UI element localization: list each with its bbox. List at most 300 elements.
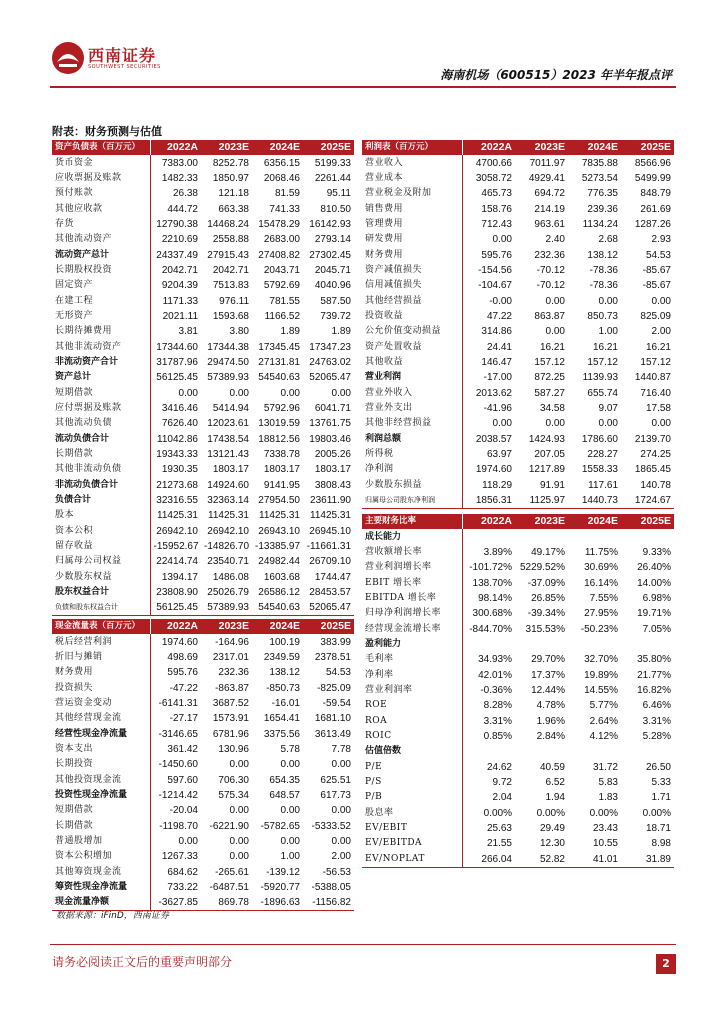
cell-value: 1139.93 [582, 372, 618, 384]
cell-value: 1786.60 [581, 433, 618, 445]
cell-value: 684.62 [167, 866, 198, 878]
cell-value: 12023.61 [207, 418, 249, 430]
row-label: ROE [362, 698, 462, 713]
row-label: 营运资金变动 [52, 696, 150, 711]
cell-value: 26.85% [531, 592, 565, 604]
cell-value: 4929.41 [528, 172, 565, 184]
table-row [52, 508, 354, 523]
cell-value: 9.07 [598, 403, 618, 415]
cell-value: 1803.17 [263, 464, 300, 476]
cell-value: 587.27 [534, 387, 565, 399]
cell-value: 383.99 [320, 636, 351, 648]
cell-value: -78.36 [589, 264, 618, 276]
table-row [52, 309, 354, 324]
cell-value: 14.00% [637, 577, 671, 589]
cell-value: 1974.60 [161, 636, 198, 648]
cell-value: 6.98% [642, 592, 671, 604]
table-row [362, 606, 674, 621]
table-row [52, 849, 354, 864]
row-label: 资本支出 [52, 742, 150, 757]
column-header: 2023E [201, 140, 252, 155]
cell-value: 23540.71 [207, 556, 249, 568]
cell-value: 13761.75 [309, 418, 351, 430]
table-row [362, 545, 674, 560]
cell-value: 49.17% [531, 546, 565, 558]
report-title: 海南机场（600515）2023 年半年报点评 [440, 68, 672, 82]
cell-value: 2021.11 [162, 310, 198, 322]
row-label: 现金流量净额 [52, 895, 150, 911]
cell-value: -47.22 [169, 682, 198, 694]
cell-value: 2068.46 [263, 172, 300, 184]
cell-value [462, 744, 515, 759]
table-row [52, 355, 354, 370]
cell-value: 261.69 [640, 203, 671, 215]
column-header: 2022A [150, 619, 201, 634]
cell-value: 16142.93 [309, 218, 351, 230]
row-label: EV/EBIT [362, 821, 462, 836]
table-row [52, 711, 354, 726]
row-label: 资产减值损失 [362, 263, 462, 278]
cell-value: -850.73 [266, 682, 300, 694]
cell-value: -164.96 [215, 636, 249, 648]
cell-value: 17345.45 [258, 341, 300, 353]
table-row [52, 585, 354, 600]
row-label: 信用减值损失 [362, 278, 462, 293]
table-row [52, 155, 354, 170]
table-row [362, 171, 674, 186]
table-header-row [362, 140, 674, 155]
cell-value: 21.55 [486, 838, 512, 850]
cell-value: 2139.70 [634, 433, 671, 445]
cell-value: 8.98 [651, 838, 671, 850]
cell-value [568, 744, 621, 759]
table-row [52, 554, 354, 569]
cell-value: 232.36 [534, 249, 565, 261]
cell-value: 95.11 [326, 188, 351, 200]
row-label: 投资收益 [362, 309, 462, 324]
table-row [52, 757, 354, 772]
row-label: 管理费用 [362, 217, 462, 232]
cell-value: 1440.87 [634, 372, 671, 384]
cell-value: 26586.12 [258, 587, 300, 599]
cell-value: 2043.71 [263, 264, 300, 276]
cell-value: 781.55 [269, 295, 300, 307]
cell-value: 300.68% [472, 608, 512, 620]
cell-value: -0.00 [489, 295, 512, 307]
cell-value: 232.36 [218, 667, 249, 679]
table-row [362, 760, 674, 775]
cell-value: 11.75% [584, 546, 618, 558]
table-row [52, 865, 354, 880]
balance-sheet-table [52, 140, 354, 616]
company-logo [50, 40, 210, 78]
cell-value: 17.37% [531, 669, 565, 681]
cell-value: 27954.50 [258, 495, 300, 507]
cell-value: 25.63 [486, 823, 512, 835]
disclaimer-text: 请务必阅读正文后的重要声明部分 [52, 955, 233, 969]
table-row [362, 821, 674, 836]
table-row [362, 247, 674, 262]
cell-value: 1.71 [651, 792, 671, 804]
cell-value: 0.00 [492, 234, 512, 246]
table-row [52, 263, 354, 278]
cell-value: 1850.97 [212, 172, 249, 184]
cell-value: -101.72% [469, 562, 512, 574]
cell-value: 1681.10 [314, 713, 351, 725]
cell-value: 8.28% [483, 700, 512, 712]
cell-value: 6356.15 [263, 157, 300, 169]
cell-value: 810.50 [320, 203, 351, 215]
cell-value: 6781.96 [212, 728, 249, 740]
cell-value: 5414.94 [212, 403, 249, 415]
table-row [362, 401, 674, 416]
cell-value: 11425.31 [208, 510, 249, 522]
cell-value: 29.49 [539, 823, 565, 835]
cell-value: 2.00 [651, 326, 671, 338]
table-row [52, 650, 354, 665]
cell-value: 716.40 [640, 387, 671, 399]
cell-value: -1156.82 [303, 895, 354, 911]
table-row [362, 713, 674, 728]
cell-value: 694.72 [534, 188, 565, 200]
cell-value: 27408.82 [258, 249, 300, 261]
row-label: 股东权益合计 [52, 585, 150, 600]
table-title: 主要财务比率 [362, 514, 462, 529]
table-row [362, 729, 674, 744]
cell-value [621, 744, 674, 759]
row-label: 其他流动资产 [52, 232, 150, 247]
row-label: 少数股东损益 [362, 478, 462, 493]
cell-value: 57389.93 [201, 600, 252, 616]
table-header-row [362, 514, 674, 529]
cell-value: 1125.97 [515, 493, 568, 509]
cell-value: 5792.69 [263, 280, 300, 292]
cell-value: 3416.46 [161, 403, 198, 415]
cell-value: 8566.96 [634, 157, 671, 169]
row-label: 在建工程 [52, 293, 150, 308]
row-label: 其他流动负债 [52, 416, 150, 431]
cell-value: 0.00 [280, 835, 300, 847]
row-label: 净利润 [362, 462, 462, 477]
cell-value: 0.00 [229, 387, 249, 399]
table-row [362, 698, 674, 713]
cell-value: 498.69 [167, 651, 198, 663]
cell-value: 15478.29 [258, 218, 300, 230]
cell-value: 27131.81 [258, 356, 300, 368]
row-label: 少数股东权益 [52, 570, 150, 585]
table-row [52, 818, 354, 833]
cell-value: 14924.60 [207, 479, 249, 491]
row-label: 财务费用 [52, 665, 150, 680]
cell-value: 2045.71 [314, 264, 351, 276]
cell-value: -104.67 [478, 280, 512, 292]
cell-value: 12790.38 [156, 218, 198, 230]
table-row [362, 447, 674, 462]
cell-value: -85.67 [642, 280, 671, 292]
cell-value: 1603.68 [263, 571, 300, 583]
cell-value: 3.81 [178, 326, 198, 338]
cell-value: 1744.47 [314, 571, 351, 583]
cell-value: 825.09 [640, 310, 671, 322]
cell-value: 34.58 [539, 403, 565, 415]
cell-value: 2038.57 [475, 433, 512, 445]
cell-value: 23.43 [592, 823, 618, 835]
cell-value: -1214.42 [158, 789, 198, 801]
cell-value: 32316.55 [156, 495, 198, 507]
data-source-note: 数据来源：iFinD，西南证券 [56, 911, 169, 921]
row-label: 长期投资 [52, 757, 150, 772]
cell-value: 7.05% [642, 623, 671, 635]
cell-value: 1217.89 [528, 464, 565, 476]
cell-value: 0.00 [178, 835, 198, 847]
row-label: 投资性现金净流量 [52, 788, 150, 803]
table-row [52, 339, 354, 354]
cell-value: -5333.52 [311, 820, 351, 832]
cell-value: 2378.51 [314, 651, 351, 663]
table-row [362, 575, 674, 590]
cell-value: 0.00 [545, 418, 565, 430]
cell-value: 12.30 [539, 838, 565, 850]
cell-value: 16.21 [592, 341, 618, 353]
cell-value: 18.71 [645, 823, 671, 835]
cell-value: -139.12 [266, 866, 300, 878]
cell-value: 361.42 [167, 743, 198, 755]
cell-value: 655.74 [587, 387, 618, 399]
row-label: 营业利润率 [362, 683, 462, 698]
cell-value: 13121.43 [207, 449, 249, 461]
table-row [362, 462, 674, 477]
cell-value: 26945.10 [309, 525, 351, 537]
row-label: 利润总额 [362, 432, 462, 447]
table-row [362, 667, 674, 682]
cell-value: 1.89 [331, 326, 351, 338]
cell-value: 4700.66 [475, 157, 512, 169]
cell-value: 57389.93 [207, 372, 249, 384]
footer-divider [50, 944, 676, 945]
cell-value: 5.28% [642, 730, 671, 742]
cell-value: 16.21 [645, 341, 671, 353]
table-row [52, 217, 354, 232]
column-header: 2023E [515, 140, 568, 155]
row-label: 估值倍数 [362, 744, 462, 759]
row-label: 财务费用 [362, 247, 462, 262]
table-row [52, 696, 354, 711]
cell-value: 17.58 [645, 403, 671, 415]
row-label: 经营现金流增长率 [362, 621, 462, 636]
cell-value: 26.40% [637, 562, 671, 574]
table-row [362, 217, 674, 232]
row-label: P/S [362, 775, 462, 790]
cell-value: 1.96% [536, 715, 565, 727]
table-row [52, 232, 354, 247]
table-row [52, 370, 354, 385]
row-label: 其他经营损益 [362, 293, 462, 308]
cell-value: -844.70% [469, 623, 512, 635]
cell-value: 54.53 [325, 667, 351, 679]
cell-value: -5388.05 [311, 882, 351, 894]
cell-value: 663.38 [218, 203, 249, 215]
row-label: 筹资性现金净流量 [52, 880, 150, 895]
cell-value: 595.76 [481, 249, 512, 261]
cell-value: 4.78% [536, 700, 565, 712]
cell-value: 444.72 [167, 203, 198, 215]
cell-value: 0.00 [229, 835, 249, 847]
table-row [362, 591, 674, 606]
cell-value: -11661.31 [306, 541, 351, 553]
cell-value: 5229.52% [519, 562, 565, 574]
cell-value: 976.11 [219, 295, 249, 307]
cell-value: 40.59 [539, 761, 565, 773]
cell-value: -50.23% [580, 623, 618, 635]
table-row [52, 880, 354, 895]
cell-value: 1803.17 [314, 464, 351, 476]
cell-value: 869.78 [201, 895, 252, 911]
cell-value: 98.14% [478, 592, 512, 604]
row-label: 固定资产 [52, 278, 150, 293]
cell-value: 22414.74 [156, 556, 198, 568]
cell-value: 0.00% [536, 807, 565, 819]
row-label: 税后经营利润 [52, 634, 150, 649]
cell-value: 0.00 [229, 805, 249, 817]
cell-value: 16.14% [584, 577, 618, 589]
cell-value: 2261.44 [314, 172, 351, 184]
cell-value: 31.89 [621, 852, 674, 868]
cell-value: 1424.93 [528, 433, 565, 445]
cell-value: 9.33% [642, 546, 671, 558]
column-header: 2024E [568, 514, 621, 529]
logo-text-cn: 西南证券 [88, 46, 157, 65]
table-row [52, 478, 354, 493]
row-label: P/E [362, 760, 462, 775]
table-row [362, 652, 674, 667]
row-label: ROIC [362, 729, 462, 744]
cell-value: 850.73 [587, 310, 618, 322]
cell-value: 8252.78 [212, 157, 249, 169]
cell-value: 157.12 [534, 356, 565, 368]
logo-text-en: SOUTHWEST SECURITIES [88, 64, 161, 70]
table-row [362, 806, 674, 821]
cell-value: 118.29 [482, 479, 512, 491]
column-header: 2025E [621, 514, 674, 529]
cell-value: 7383.00 [161, 157, 198, 169]
cell-value: 24.62 [486, 761, 512, 773]
cell-value: 81.59 [274, 188, 300, 200]
cell-value: 1.00 [598, 326, 618, 338]
cell-value: 138.70% [472, 577, 512, 589]
cell-value: 1287.26 [634, 218, 671, 230]
cell-value: 1856.31 [462, 493, 515, 509]
cell-value: -0.36% [480, 684, 512, 696]
cell-value: 597.60 [167, 774, 198, 786]
cell-value: 741.33 [269, 203, 300, 215]
cell-value: 3687.52 [212, 697, 249, 709]
cell-value: 2013.62 [475, 387, 512, 399]
table-row [362, 775, 674, 790]
cell-value: 2683.00 [263, 234, 300, 246]
cell-value: 1171.33 [162, 295, 198, 307]
cell-value [515, 744, 568, 759]
cell-value: 0.00 [331, 805, 351, 817]
table-row [52, 186, 354, 201]
cell-value: 0.00 [331, 387, 351, 399]
cell-value: 2042.71 [212, 264, 249, 276]
table-row [362, 370, 674, 385]
appendix-title: 附表：财务预测与估值 [52, 125, 162, 138]
cell-value: 23611.90 [310, 495, 351, 507]
cell-value: 2793.14 [314, 234, 351, 246]
cell-value: 52065.47 [303, 600, 354, 616]
cell-value: 23808.90 [156, 587, 198, 599]
cell-value: -265.61 [215, 866, 249, 878]
cell-value: 863.87 [534, 310, 565, 322]
cell-value: 1.83 [598, 792, 618, 804]
table-row [52, 570, 354, 585]
cell-value: 16.21 [539, 341, 565, 353]
row-label: 营业税金及附加 [362, 186, 462, 201]
cell-value [462, 529, 515, 544]
cell-value: 2.00 [331, 851, 351, 863]
cell-value: -3627.85 [150, 895, 201, 911]
cell-value: -16.01 [271, 697, 300, 709]
cell-value: -20.04 [169, 805, 198, 817]
cell-value: 733.22 [167, 882, 198, 894]
table-row [362, 852, 674, 868]
cell-value: 56125.45 [150, 600, 201, 616]
table-row [52, 401, 354, 416]
cell-value: 706.30 [218, 774, 249, 786]
row-label: 其他非流动资产 [52, 339, 150, 354]
table-row [362, 621, 674, 636]
cell-value: 0.00 [280, 759, 300, 771]
table-row [362, 278, 674, 293]
cell-value: -863.87 [215, 682, 249, 694]
cell-value: -41.96 [483, 403, 512, 415]
table-row [52, 201, 354, 216]
cell-value: 17438.54 [207, 433, 249, 445]
cell-value: 138.12 [587, 249, 618, 261]
cell-value: 239.36 [587, 203, 618, 215]
table-row [52, 324, 354, 339]
cell-value: 315.53% [525, 623, 565, 635]
row-label: 留存收益 [52, 539, 150, 554]
row-label: 其他投资现金流 [52, 772, 150, 787]
cell-value: 1974.60 [475, 464, 512, 476]
cell-value: 21.77% [637, 669, 671, 681]
cell-value: 11425.31 [310, 510, 351, 522]
cell-value: 5499.99 [634, 172, 671, 184]
table-row [52, 432, 354, 447]
cell-value: 19.71% [637, 608, 671, 620]
cell-value: 29.70% [531, 654, 565, 666]
table-row [52, 462, 354, 477]
row-label: 归属母公司权益 [52, 554, 150, 569]
cell-value: 27915.43 [207, 249, 249, 261]
cell-value: 30.69% [584, 562, 618, 574]
cell-value: 1.89 [280, 326, 300, 338]
row-label: 营业成本 [362, 171, 462, 186]
cell-value: 18812.56 [258, 433, 300, 445]
cell-value: 648.57 [269, 789, 300, 801]
row-label: 长期借款 [52, 447, 150, 462]
row-label: 净利率 [362, 667, 462, 682]
row-label: 营业利润 [362, 370, 462, 385]
cell-value: 28453.57 [309, 587, 351, 599]
cell-value: 91.91 [539, 479, 565, 491]
cell-value: 2.84% [536, 730, 565, 742]
cell-value: 54540.63 [258, 372, 300, 384]
row-label: 毛利率 [362, 652, 462, 667]
table-title: 利润表（百万元） [362, 140, 462, 155]
